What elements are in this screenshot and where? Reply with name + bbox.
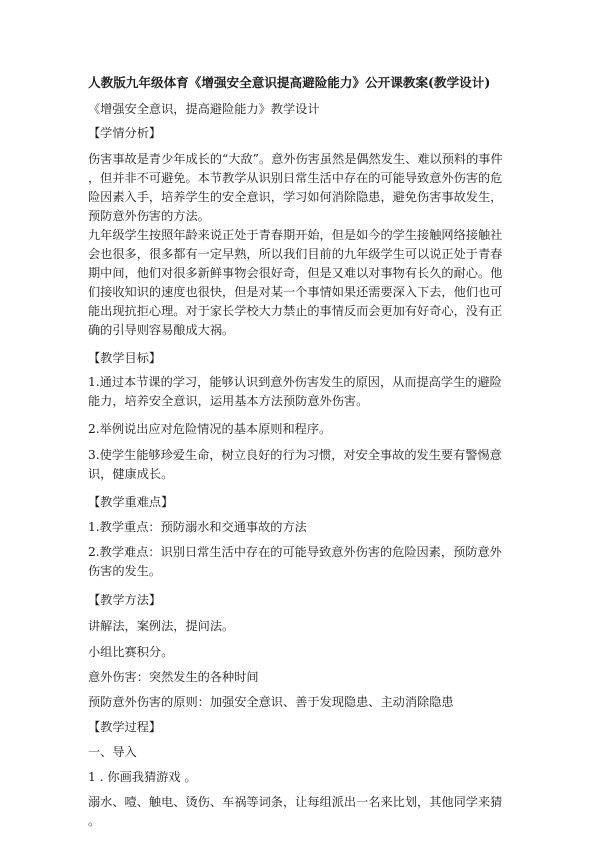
text-line: 伤害事故是青少年成长的“大敌”。意外伤害虽然是偶然发生、难以预料的事件: [88, 152, 503, 166]
guocheng-line-1: 一、导入: [88, 745, 137, 759]
guocheng-line-2: 1 . 你画我猜游戏 。: [88, 770, 197, 784]
text-line: 3.使学生能够珍爱生命，树立良好的行为习惯，对安全事故的发生要有警惕意: [88, 448, 502, 462]
heading-xueqing: 【学情分析】: [88, 126, 162, 140]
fangfa-line-3: 意外伤害：突然发生的各种时间: [88, 670, 259, 684]
document-subtitle: 《增强安全意识，提高避险能力》教学设计: [88, 102, 320, 116]
text-line: 确的引导则容易酿成大祸。: [88, 323, 235, 337]
mubiao-item-1: [88, 373, 520, 411]
text-line: 。: [88, 814, 101, 828]
fangfa-line-2: 小组比赛积分。: [88, 645, 174, 659]
zhongnan-item-1: 1.教学重点：预防溺水和交通事故的方法: [88, 520, 307, 534]
document-title: 人教版九年级体育《增强安全意识提高避险能力》公开课教案(教学设计): [88, 75, 491, 90]
zhongnan-item-2: [88, 543, 520, 581]
mubiao-item-3: [88, 446, 520, 484]
heading-guocheng: 【教学过程】: [88, 720, 162, 734]
text-line: 伤害的发生。: [88, 564, 162, 578]
text-line: ，但并非不可避免。本节教学从识别日常生活中存在的可能导致意外伤害的危: [88, 171, 503, 185]
mubiao-item-2: 2.举例说出应对危险情况的基本原则和程序。: [88, 422, 332, 436]
text-line: 九年级学生按照年龄来说正处于青春期开始，但是如今的学生接触网络接触社: [88, 228, 503, 242]
text-line: 能力，培养安全意识，运用基本方法预防意外伤害。: [88, 394, 369, 408]
text-line: 识，健康成长。: [88, 467, 174, 481]
text-line: 2.教学难点：识别日常生活中存在的可能导致意外伤害的危险因素，预防意外: [88, 545, 502, 559]
text-line: 能出现抗拒心理。对于家长学校大力禁止的事情反而会更加有好奇心，没有正: [88, 304, 503, 318]
text-line: 们接收知识的速度也很快，但是对某一个事情如果还需要深入下去，他们也可: [88, 285, 503, 299]
text-line: 溺水、噎、触电、烫伤、车祸等词条，让每组派出一名来比划，其他同学来猜: [88, 795, 503, 809]
text-line: 期中间，他们对很多新鲜事物会很好奇，但是又难以对事物有长久的耐心。他: [88, 266, 503, 280]
text-line: 会也很多，很多都有一定早熟，所以我们目前的九年级学生可以说正处于青春: [88, 247, 503, 261]
text-line: 1.通过本节课的学习，能够认识到意外伤害发生的原因，从而提高学生的避险: [88, 375, 502, 389]
heading-zhongnan: 【教学重难点】: [88, 495, 174, 509]
heading-mubiao: 【教学目标】: [88, 351, 162, 365]
fangfa-line-4: 预防意外伤害的原则：加强安全意识、善于发现隐患、主动消除隐患: [88, 695, 454, 709]
text-line: 险因素入手，培养学生的安全意识，学习如何消除隐患，避免伤害事故发生，: [88, 190, 503, 204]
xueqing-paragraph-1: [88, 150, 520, 226]
xueqing-paragraph-2: [88, 226, 520, 340]
fangfa-line-1: 讲解法，案例法，提问法。: [88, 619, 235, 633]
text-line: 预防意外伤害的方法。: [88, 209, 210, 223]
guocheng-line-3: [88, 793, 520, 831]
heading-fangfa: 【教学方法】: [88, 593, 162, 607]
